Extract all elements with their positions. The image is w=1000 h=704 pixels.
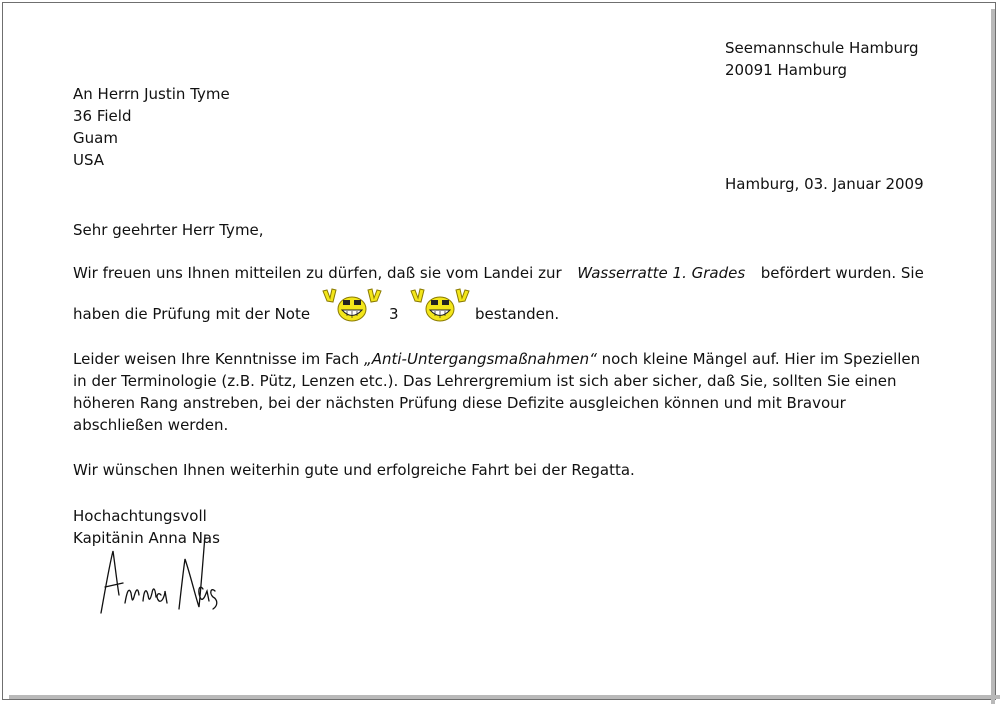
paragraph-promotion [73,262,924,284]
page-shadow-bottom [9,695,1000,699]
recipient-name: An Herrn Justin Tyme [73,85,230,103]
victory-smiley-icon [321,287,383,323]
grade-text-start: haben die Prüfung mit der Note [73,305,311,323]
promotion-text-end: befördert wurden. Sie [760,264,924,282]
sender-city: 20091 Hamburg [725,61,848,79]
subject-name: „Anti-Untergangsmaßnahmen“ [363,350,597,368]
sender-name: Seemannschule Hamburg [725,39,919,57]
sender-address [725,37,919,81]
letter-date: Hamburg, 03. Januar 2009 [725,175,924,193]
deficits-text-start: Leider weisen Ihre Kenntnisse im Fach [73,350,360,368]
recipient-street: 36 Field [73,107,132,125]
rank-name: Wasserratte 1. Grades [577,264,746,282]
page-shadow-right [991,9,995,704]
closing-phrase: Hochachtungsvoll [73,507,207,525]
signer-name: Kapitänin Anna Nas [73,529,220,547]
recipient-country: USA [73,151,105,169]
victory-smiley-icon [409,287,471,323]
letter-page [2,2,996,700]
recipient-address [73,83,230,171]
paragraph-wishes: Wir wünschen Ihnen weiterhin gute und erfolgreiche Fahrt bei der Regatta. [73,461,635,479]
deficits-text-end: noch kleine Mängel auf. Hier im Speziellen in der Terminologie (z.B. Pütz, Lenzen etc.). Das Lehrergremium ist sich aber sicher, daß Sie, sollten Sie einen höheren Rang anstreben, bei der nächsten Prüfung diese Defizite ausgleichen können und mit Bravour abschließen werden. [73,350,921,434]
recipient-city: Guam [73,129,118,147]
promotion-text-start: Wir freuen uns Ihnen mitteilen zu dürfen, daß sie vom Landei zur [73,264,562,282]
paragraph-grade-line [73,303,310,325]
grade-text-end: bestanden. [475,305,560,323]
paragraph-deficits [73,348,933,436]
handwritten-signature [99,521,225,617]
salutation: Sehr geehrter Herr Tyme, [73,221,264,239]
grade-value: 3 [389,305,399,323]
